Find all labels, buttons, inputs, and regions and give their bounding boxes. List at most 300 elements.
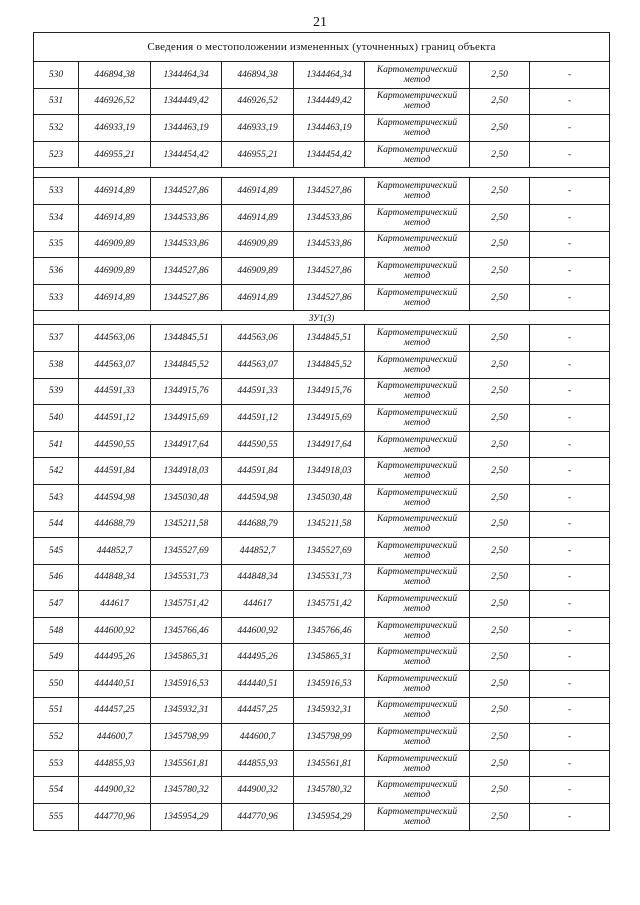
specified-y-cell: 1344918,03 bbox=[294, 458, 365, 485]
method-cell bbox=[365, 750, 470, 777]
existing-x-cell: 444617 bbox=[79, 591, 151, 618]
existing-x-cell: 444600,92 bbox=[79, 617, 151, 644]
accuracy-cell: 2,50 bbox=[470, 178, 530, 205]
method-cell bbox=[365, 804, 470, 831]
existing-y-cell: 1344527,86 bbox=[151, 258, 222, 285]
table-row bbox=[34, 258, 610, 285]
table-row bbox=[34, 697, 610, 724]
accuracy-cell: 2,50 bbox=[470, 258, 530, 285]
method-line-1: Картометрический bbox=[376, 487, 458, 498]
accuracy-cell: 2,50 bbox=[470, 724, 530, 751]
specified-x-cell: 444900,32 bbox=[222, 777, 294, 804]
note-cell: - bbox=[530, 258, 610, 285]
method-line-2: метод bbox=[403, 217, 431, 228]
method-line-1: Картометрический bbox=[376, 514, 458, 525]
accuracy-cell: 2,50 bbox=[470, 231, 530, 258]
point-number-cell: 531 bbox=[34, 88, 79, 115]
existing-y-cell: 1344845,51 bbox=[151, 325, 222, 352]
point-number-cell: 536 bbox=[34, 258, 79, 285]
specified-x-cell: 446933,19 bbox=[222, 115, 294, 142]
table-header-row bbox=[34, 33, 610, 62]
existing-y-cell: 1344464,34 bbox=[151, 62, 222, 89]
point-number-cell: 553 bbox=[34, 750, 79, 777]
accuracy-cell: 2,50 bbox=[470, 378, 530, 405]
existing-y-cell: 1344915,69 bbox=[151, 405, 222, 432]
table-row bbox=[34, 88, 610, 115]
table-row bbox=[34, 231, 610, 258]
existing-y-cell: 1344918,03 bbox=[151, 458, 222, 485]
specified-y-cell: 1344533,86 bbox=[294, 204, 365, 231]
note-cell: - bbox=[530, 538, 610, 565]
table-row bbox=[34, 178, 610, 205]
existing-x-cell: 446914,89 bbox=[79, 178, 151, 205]
accuracy-cell: 2,50 bbox=[470, 511, 530, 538]
existing-y-cell: 1345954,29 bbox=[151, 804, 222, 831]
table-row bbox=[34, 644, 610, 671]
method-cell bbox=[365, 431, 470, 458]
existing-x-cell: 444591,33 bbox=[79, 378, 151, 405]
existing-y-cell: 1345211,58 bbox=[151, 511, 222, 538]
accuracy-cell: 2,50 bbox=[470, 62, 530, 89]
existing-y-cell: 1344463,19 bbox=[151, 115, 222, 142]
note-cell: - bbox=[530, 804, 610, 831]
point-number-cell: 543 bbox=[34, 484, 79, 511]
specified-y-cell: 1345030,48 bbox=[294, 484, 365, 511]
table-row bbox=[34, 284, 610, 311]
point-number-cell: 545 bbox=[34, 538, 79, 565]
method-cell bbox=[365, 258, 470, 285]
specified-y-cell: 1345780,32 bbox=[294, 777, 365, 804]
method-line-2: метод bbox=[403, 683, 431, 694]
accuracy-cell: 2,50 bbox=[470, 644, 530, 671]
existing-x-cell: 444600,7 bbox=[79, 724, 151, 751]
note-cell: - bbox=[530, 777, 610, 804]
method-line-2: метод bbox=[403, 154, 431, 165]
point-number-cell: 542 bbox=[34, 458, 79, 485]
specified-x-cell: 444563,06 bbox=[222, 325, 294, 352]
method-cell bbox=[365, 405, 470, 432]
note-cell: - bbox=[530, 115, 610, 142]
specified-x-cell: 444591,12 bbox=[222, 405, 294, 432]
note-cell: - bbox=[530, 62, 610, 89]
accuracy-cell: 2,50 bbox=[470, 204, 530, 231]
note-cell: - bbox=[530, 178, 610, 205]
specified-x-cell: 444600,92 bbox=[222, 617, 294, 644]
specified-x-cell: 444617 bbox=[222, 591, 294, 618]
table-row bbox=[34, 538, 610, 565]
method-line-1: Картометрический bbox=[376, 234, 458, 245]
method-cell bbox=[365, 178, 470, 205]
specified-x-cell: 446955,21 bbox=[222, 141, 294, 168]
method-cell bbox=[365, 141, 470, 168]
point-number-cell: 537 bbox=[34, 325, 79, 352]
section-label: ЗУ1(3) bbox=[34, 311, 610, 325]
point-number-cell: 555 bbox=[34, 804, 79, 831]
method-line-2: метод bbox=[403, 630, 431, 641]
accuracy-cell: 2,50 bbox=[470, 141, 530, 168]
table-row bbox=[34, 141, 610, 168]
method-line-1: Картометрический bbox=[376, 806, 458, 817]
specified-y-cell: 1344527,86 bbox=[294, 258, 365, 285]
method-line-2: метод bbox=[403, 444, 431, 455]
table-row bbox=[34, 204, 610, 231]
method-cell bbox=[365, 88, 470, 115]
existing-x-cell: 444563,06 bbox=[79, 325, 151, 352]
method-line-2: метод bbox=[403, 763, 431, 774]
point-number-cell: 533 bbox=[34, 284, 79, 311]
method-cell bbox=[365, 284, 470, 311]
specified-y-cell: 1345798,99 bbox=[294, 724, 365, 751]
method-line-2: метод bbox=[403, 74, 431, 85]
method-line-2: метод bbox=[403, 364, 431, 375]
accuracy-cell: 2,50 bbox=[470, 284, 530, 311]
method-line-1: Картометрический bbox=[376, 260, 458, 271]
existing-y-cell: 1344527,86 bbox=[151, 284, 222, 311]
specified-y-cell: 1344454,42 bbox=[294, 141, 365, 168]
method-cell bbox=[365, 617, 470, 644]
note-cell: - bbox=[530, 750, 610, 777]
existing-x-cell: 444495,26 bbox=[79, 644, 151, 671]
point-number-cell: 551 bbox=[34, 697, 79, 724]
specified-x-cell: 446909,89 bbox=[222, 258, 294, 285]
existing-x-cell: 446926,52 bbox=[79, 88, 151, 115]
note-cell: - bbox=[530, 231, 610, 258]
method-line-2: метод bbox=[403, 497, 431, 508]
specified-x-cell: 446914,89 bbox=[222, 284, 294, 311]
specified-x-cell: 444440,51 bbox=[222, 671, 294, 698]
note-cell: - bbox=[530, 141, 610, 168]
existing-x-cell: 444440,51 bbox=[79, 671, 151, 698]
method-line-2: метод bbox=[403, 391, 431, 402]
specified-y-cell: 1344845,51 bbox=[294, 325, 365, 352]
point-number-cell: 554 bbox=[34, 777, 79, 804]
note-cell: - bbox=[530, 511, 610, 538]
point-number-cell: 539 bbox=[34, 378, 79, 405]
point-number-cell: 547 bbox=[34, 591, 79, 618]
specified-y-cell: 1344464,34 bbox=[294, 62, 365, 89]
specified-x-cell: 446926,52 bbox=[222, 88, 294, 115]
method-line-1: Картометрический bbox=[376, 540, 458, 551]
method-line-2: метод bbox=[403, 816, 431, 827]
existing-y-cell: 1344533,86 bbox=[151, 204, 222, 231]
table-row bbox=[34, 724, 610, 751]
point-number-cell: 530 bbox=[34, 62, 79, 89]
table-row bbox=[34, 62, 610, 89]
note-cell: - bbox=[530, 431, 610, 458]
point-number-cell: 546 bbox=[34, 564, 79, 591]
specified-x-cell: 444457,25 bbox=[222, 697, 294, 724]
existing-y-cell: 1345531,73 bbox=[151, 564, 222, 591]
point-number-cell: 532 bbox=[34, 115, 79, 142]
point-number-cell: 541 bbox=[34, 431, 79, 458]
existing-y-cell: 1345766,46 bbox=[151, 617, 222, 644]
note-cell: - bbox=[530, 617, 610, 644]
method-line-1: Картометрический bbox=[376, 117, 458, 128]
table-row bbox=[34, 378, 610, 405]
method-cell bbox=[365, 564, 470, 591]
method-line-2: метод bbox=[403, 710, 431, 721]
method-line-1: Картометрический bbox=[376, 328, 458, 339]
specified-x-cell: 444855,93 bbox=[222, 750, 294, 777]
table-row bbox=[34, 671, 610, 698]
point-number-cell: 535 bbox=[34, 231, 79, 258]
existing-x-cell: 444594,98 bbox=[79, 484, 151, 511]
method-line-2: метод bbox=[403, 657, 431, 668]
table-row bbox=[34, 617, 610, 644]
blank-separator-row bbox=[34, 168, 610, 178]
existing-y-cell: 1345561,81 bbox=[151, 750, 222, 777]
method-line-1: Картометрический bbox=[376, 381, 458, 392]
existing-y-cell: 1345751,42 bbox=[151, 591, 222, 618]
accuracy-cell: 2,50 bbox=[470, 777, 530, 804]
accuracy-cell: 2,50 bbox=[470, 484, 530, 511]
table-title: Сведения о местоположении измененных (уточненных) границ объекта bbox=[34, 33, 610, 62]
method-cell bbox=[365, 697, 470, 724]
table-row bbox=[34, 484, 610, 511]
note-cell: - bbox=[530, 458, 610, 485]
table-row bbox=[34, 777, 610, 804]
page-number: 21 bbox=[313, 15, 327, 30]
accuracy-cell: 2,50 bbox=[470, 88, 530, 115]
accuracy-cell: 2,50 bbox=[470, 458, 530, 485]
existing-y-cell: 1345780,32 bbox=[151, 777, 222, 804]
accuracy-cell: 2,50 bbox=[470, 405, 530, 432]
boundary-coordinates-table bbox=[33, 32, 610, 831]
note-cell: - bbox=[530, 204, 610, 231]
table-row bbox=[34, 405, 610, 432]
method-cell bbox=[365, 511, 470, 538]
note-cell: - bbox=[530, 325, 610, 352]
specified-x-cell: 444852,7 bbox=[222, 538, 294, 565]
point-number-cell: 550 bbox=[34, 671, 79, 698]
method-line-1: Картометрический bbox=[376, 287, 458, 298]
accuracy-cell: 2,50 bbox=[470, 351, 530, 378]
specified-y-cell: 1345932,31 bbox=[294, 697, 365, 724]
existing-y-cell: 1344449,42 bbox=[151, 88, 222, 115]
existing-x-cell: 446955,21 bbox=[79, 141, 151, 168]
method-line-2: метод bbox=[403, 604, 431, 615]
accuracy-cell: 2,50 bbox=[470, 564, 530, 591]
note-cell: - bbox=[530, 405, 610, 432]
method-line-2: метод bbox=[403, 101, 431, 112]
existing-y-cell: 1345932,31 bbox=[151, 697, 222, 724]
existing-y-cell: 1344917,64 bbox=[151, 431, 222, 458]
point-number-cell: 523 bbox=[34, 141, 79, 168]
method-cell bbox=[365, 724, 470, 751]
method-cell bbox=[365, 458, 470, 485]
specified-y-cell: 1345751,42 bbox=[294, 591, 365, 618]
accuracy-cell: 2,50 bbox=[470, 431, 530, 458]
existing-x-cell: 446909,89 bbox=[79, 231, 151, 258]
specified-y-cell: 1344915,76 bbox=[294, 378, 365, 405]
existing-x-cell: 444852,7 bbox=[79, 538, 151, 565]
method-line-1: Картометрический bbox=[376, 434, 458, 445]
existing-y-cell: 1345030,48 bbox=[151, 484, 222, 511]
method-line-1: Картометрический bbox=[376, 727, 458, 738]
existing-x-cell: 446914,89 bbox=[79, 284, 151, 311]
section-header-row bbox=[34, 311, 610, 325]
existing-y-cell: 1344454,42 bbox=[151, 141, 222, 168]
table-row bbox=[34, 804, 610, 831]
method-line-2: метод bbox=[403, 790, 431, 801]
specified-y-cell: 1345211,58 bbox=[294, 511, 365, 538]
point-number-cell: 544 bbox=[34, 511, 79, 538]
specified-y-cell: 1345531,73 bbox=[294, 564, 365, 591]
note-cell: - bbox=[530, 378, 610, 405]
method-line-1: Картометрический bbox=[376, 207, 458, 218]
table-row bbox=[34, 325, 610, 352]
existing-x-cell: 444770,96 bbox=[79, 804, 151, 831]
note-cell: - bbox=[530, 591, 610, 618]
specified-y-cell: 1345916,53 bbox=[294, 671, 365, 698]
specified-x-cell: 444600,7 bbox=[222, 724, 294, 751]
specified-x-cell: 444848,34 bbox=[222, 564, 294, 591]
existing-y-cell: 1345916,53 bbox=[151, 671, 222, 698]
existing-y-cell: 1345527,69 bbox=[151, 538, 222, 565]
specified-y-cell: 1345527,69 bbox=[294, 538, 365, 565]
method-line-1: Картометрический bbox=[376, 753, 458, 764]
method-cell bbox=[365, 204, 470, 231]
method-line-2: метод bbox=[403, 297, 431, 308]
specified-x-cell: 446914,89 bbox=[222, 204, 294, 231]
specified-x-cell: 444563,07 bbox=[222, 351, 294, 378]
table-row bbox=[34, 431, 610, 458]
method-line-1: Картометрический bbox=[376, 647, 458, 658]
note-cell: - bbox=[530, 697, 610, 724]
table-row bbox=[34, 511, 610, 538]
existing-x-cell: 446933,19 bbox=[79, 115, 151, 142]
method-cell bbox=[365, 231, 470, 258]
existing-x-cell: 444457,25 bbox=[79, 697, 151, 724]
existing-y-cell: 1344533,86 bbox=[151, 231, 222, 258]
method-line-1: Картометрический bbox=[376, 594, 458, 605]
specified-y-cell: 1344917,64 bbox=[294, 431, 365, 458]
method-line-1: Картометрический bbox=[376, 700, 458, 711]
table-row bbox=[34, 564, 610, 591]
method-line-1: Картометрический bbox=[376, 64, 458, 75]
specified-y-cell: 1345561,81 bbox=[294, 750, 365, 777]
table-row bbox=[34, 115, 610, 142]
specified-x-cell: 446914,89 bbox=[222, 178, 294, 205]
note-cell: - bbox=[530, 671, 610, 698]
existing-x-cell: 444591,12 bbox=[79, 405, 151, 432]
method-cell bbox=[365, 484, 470, 511]
method-line-2: метод bbox=[403, 270, 431, 281]
note-cell: - bbox=[530, 88, 610, 115]
method-cell bbox=[365, 591, 470, 618]
specified-y-cell: 1344527,86 bbox=[294, 284, 365, 311]
existing-y-cell: 1344845,52 bbox=[151, 351, 222, 378]
existing-x-cell: 444688,79 bbox=[79, 511, 151, 538]
accuracy-cell: 2,50 bbox=[470, 591, 530, 618]
method-line-1: Картометрический bbox=[376, 673, 458, 684]
accuracy-cell: 2,50 bbox=[470, 325, 530, 352]
blank-separator-cell bbox=[34, 168, 610, 178]
accuracy-cell: 2,50 bbox=[470, 804, 530, 831]
specified-x-cell: 444594,98 bbox=[222, 484, 294, 511]
method-line-1: Картометрический bbox=[376, 91, 458, 102]
method-line-2: метод bbox=[403, 577, 431, 588]
existing-y-cell: 1344527,86 bbox=[151, 178, 222, 205]
point-number-cell: 552 bbox=[34, 724, 79, 751]
note-cell: - bbox=[530, 484, 610, 511]
existing-x-cell: 444900,32 bbox=[79, 777, 151, 804]
specified-y-cell: 1344533,86 bbox=[294, 231, 365, 258]
table-row bbox=[34, 750, 610, 777]
method-line-2: метод bbox=[403, 550, 431, 561]
point-number-cell: 534 bbox=[34, 204, 79, 231]
existing-x-cell: 444855,93 bbox=[79, 750, 151, 777]
specified-x-cell: 444590,55 bbox=[222, 431, 294, 458]
method-cell bbox=[365, 325, 470, 352]
existing-y-cell: 1345798,99 bbox=[151, 724, 222, 751]
accuracy-cell: 2,50 bbox=[470, 697, 530, 724]
table-row bbox=[34, 351, 610, 378]
method-line-2: метод bbox=[403, 338, 431, 349]
method-cell bbox=[365, 115, 470, 142]
note-cell: - bbox=[530, 284, 610, 311]
existing-x-cell: 446894,38 bbox=[79, 62, 151, 89]
existing-x-cell: 444590,55 bbox=[79, 431, 151, 458]
table-row bbox=[34, 591, 610, 618]
method-cell bbox=[365, 777, 470, 804]
note-cell: - bbox=[530, 564, 610, 591]
existing-x-cell: 444591,84 bbox=[79, 458, 151, 485]
specified-y-cell: 1344845,52 bbox=[294, 351, 365, 378]
specified-x-cell: 444770,96 bbox=[222, 804, 294, 831]
specified-y-cell: 1344915,69 bbox=[294, 405, 365, 432]
existing-x-cell: 446914,89 bbox=[79, 204, 151, 231]
existing-x-cell: 446909,89 bbox=[79, 258, 151, 285]
method-line-2: метод bbox=[403, 737, 431, 748]
method-line-1: Картометрический bbox=[376, 780, 458, 791]
method-line-1: Картометрический bbox=[376, 620, 458, 631]
specified-x-cell: 444591,33 bbox=[222, 378, 294, 405]
method-line-2: метод bbox=[403, 417, 431, 428]
specified-y-cell: 1344463,19 bbox=[294, 115, 365, 142]
note-cell: - bbox=[530, 351, 610, 378]
specified-x-cell: 446894,38 bbox=[222, 62, 294, 89]
point-number-cell: 549 bbox=[34, 644, 79, 671]
method-line-1: Картометрический bbox=[376, 461, 458, 472]
specified-x-cell: 446909,89 bbox=[222, 231, 294, 258]
point-number-cell: 538 bbox=[34, 351, 79, 378]
method-cell bbox=[365, 378, 470, 405]
method-line-2: метод bbox=[403, 127, 431, 138]
existing-y-cell: 1345865,31 bbox=[151, 644, 222, 671]
existing-x-cell: 444563,07 bbox=[79, 351, 151, 378]
note-cell: - bbox=[530, 644, 610, 671]
method-cell bbox=[365, 538, 470, 565]
note-cell: - bbox=[530, 724, 610, 751]
existing-x-cell: 444848,34 bbox=[79, 564, 151, 591]
specified-x-cell: 444688,79 bbox=[222, 511, 294, 538]
point-number-cell: 533 bbox=[34, 178, 79, 205]
specified-y-cell: 1344527,86 bbox=[294, 178, 365, 205]
specified-x-cell: 444495,26 bbox=[222, 644, 294, 671]
accuracy-cell: 2,50 bbox=[470, 617, 530, 644]
accuracy-cell: 2,50 bbox=[470, 115, 530, 142]
table-row bbox=[34, 458, 610, 485]
existing-y-cell: 1344915,76 bbox=[151, 378, 222, 405]
method-cell bbox=[365, 62, 470, 89]
method-line-2: метод bbox=[403, 524, 431, 535]
specified-y-cell: 1345954,29 bbox=[294, 804, 365, 831]
method-cell bbox=[365, 671, 470, 698]
specified-y-cell: 1345865,31 bbox=[294, 644, 365, 671]
accuracy-cell: 2,50 bbox=[470, 671, 530, 698]
method-line-1: Картометрический bbox=[376, 407, 458, 418]
